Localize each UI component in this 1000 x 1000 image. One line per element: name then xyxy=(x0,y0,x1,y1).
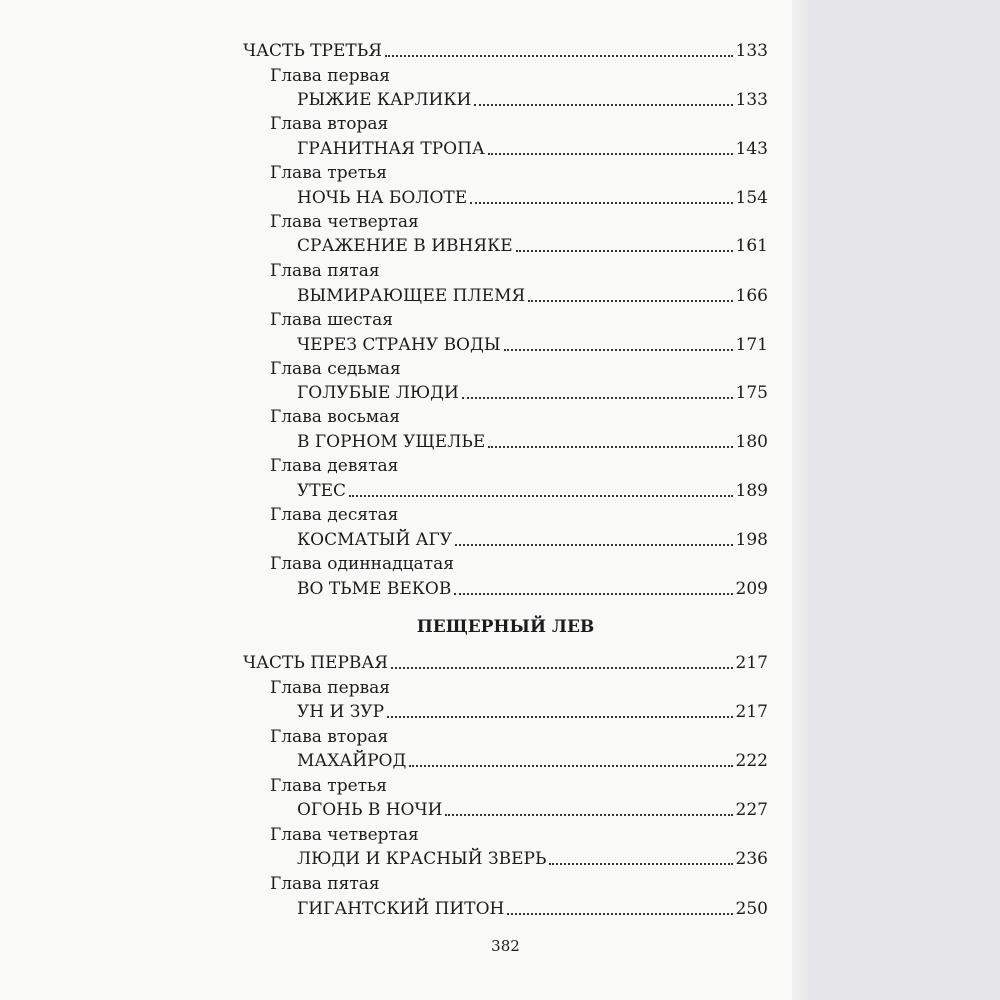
toc-entry xyxy=(297,377,768,403)
entry-title: ГРАНИТНАЯ ТРОПА xyxy=(297,139,485,159)
page-number: 209 xyxy=(735,579,768,599)
toc-part-three xyxy=(243,35,768,61)
page-folio: 382 xyxy=(491,937,520,955)
toc-entry xyxy=(297,524,768,550)
leader-dots xyxy=(470,201,732,204)
page-number: 198 xyxy=(735,530,768,550)
leader-dots xyxy=(349,494,733,497)
entry-title: ОГОНЬ В НОЧИ xyxy=(297,800,443,820)
chapter-label: Глава четвертая xyxy=(270,212,419,232)
book-heading: ПЕЩЕРНЫЙ ЛЕВ xyxy=(416,617,595,637)
page-number: 166 xyxy=(735,286,768,306)
page-number: 171 xyxy=(735,335,768,355)
leader-dots xyxy=(409,764,732,767)
toc-entry xyxy=(297,280,768,306)
toc-entry xyxy=(297,893,768,919)
entry-title: УТЕС xyxy=(297,481,347,501)
entry-title: КОСМАТЫЙ АГУ xyxy=(297,530,453,550)
entry-title: ЛЮДИ И КРАСНЫЙ ЗВЕРЬ xyxy=(297,849,547,869)
chapter-label: Глава третья xyxy=(270,776,388,796)
leader-dots xyxy=(504,348,733,351)
chapter-label: Глава девятая xyxy=(270,456,399,476)
chapter-label: Глава третья xyxy=(270,163,388,183)
toc-entry xyxy=(297,573,768,599)
toc-entry xyxy=(297,182,768,208)
leader-dots xyxy=(462,396,733,399)
part-title: ЧАСТЬ ПЕРВАЯ xyxy=(243,653,388,673)
leader-dots xyxy=(445,813,732,816)
part-title: ЧАСТЬ ТРЕТЬЯ xyxy=(243,41,382,61)
chapter-label: Глава восьмая xyxy=(270,407,400,427)
toc-entry xyxy=(297,329,768,355)
page-number: 175 xyxy=(735,383,768,403)
toc-entry xyxy=(297,475,768,501)
leader-dots xyxy=(528,299,732,302)
chapter-label: Глава вторая xyxy=(270,727,389,747)
entry-title: ГОЛУБЫЕ ЛЮДИ xyxy=(297,383,459,403)
chapter-label: Глава первая xyxy=(270,66,391,86)
leader-dots xyxy=(488,445,732,448)
toc-entry xyxy=(297,745,768,771)
entry-title: ЧЕРЕЗ СТРАНУ ВОДЫ xyxy=(297,335,501,355)
chapter-label: Глава первая xyxy=(270,678,391,698)
page-number: 217 xyxy=(735,653,768,673)
page-number: 236 xyxy=(735,849,768,869)
toc-entry xyxy=(297,133,768,159)
page-number: 180 xyxy=(735,432,768,452)
page-number: 161 xyxy=(735,236,768,256)
page-number: 222 xyxy=(735,751,768,771)
leader-dots xyxy=(507,912,732,915)
leader-dots xyxy=(387,715,732,718)
chapter-label: Глава четвертая xyxy=(270,825,419,845)
chapter-label: Глава десятая xyxy=(270,505,399,525)
leader-dots xyxy=(454,592,732,595)
chapter-label: Глава пятая xyxy=(270,261,380,281)
entry-title: В ГОРНОМ УЩЕЛЬЕ xyxy=(297,432,486,452)
page-number: 227 xyxy=(735,800,768,820)
adjacent-page-edge xyxy=(810,0,1000,1000)
page-number: 133 xyxy=(735,41,768,61)
chapter-label: Глава шестая xyxy=(270,310,393,330)
page-number: 143 xyxy=(735,139,768,159)
page-number: 250 xyxy=(735,899,768,919)
entry-title: ВЫМИРАЮЩЕЕ ПЛЕМЯ xyxy=(297,286,526,306)
toc-entry xyxy=(297,696,768,722)
entry-title: ВО ТЬМЕ ВЕКОВ xyxy=(297,579,452,599)
entry-title: СРАЖЕНИЕ В ИВНЯКЕ xyxy=(297,236,513,256)
leader-dots xyxy=(474,103,732,106)
leader-dots xyxy=(385,54,733,57)
entry-title: МАХАЙРОД xyxy=(297,751,407,771)
entry-title: ГИГАНТСКИЙ ПИТОН xyxy=(297,899,505,919)
entry-title: УН И ЗУР xyxy=(297,702,385,722)
leader-dots xyxy=(391,666,733,669)
toc-entry xyxy=(297,843,768,869)
page-number: 217 xyxy=(735,702,768,722)
toc-part-one xyxy=(243,647,768,673)
page-number: 133 xyxy=(735,90,768,110)
leader-dots xyxy=(516,249,733,252)
leader-dots xyxy=(488,152,733,155)
chapter-label: Глава вторая xyxy=(270,114,389,134)
entry-title: НОЧЬ НА БОЛОТЕ xyxy=(297,188,468,208)
leader-dots xyxy=(455,543,732,546)
page-number: 154 xyxy=(735,188,768,208)
toc-entry xyxy=(297,426,768,452)
chapter-label: Глава пятая xyxy=(270,874,380,894)
toc-entry xyxy=(297,230,768,256)
toc-entry xyxy=(297,84,768,110)
chapter-label: Глава седьмая xyxy=(270,359,401,379)
chapter-label: Глава одиннадцатая xyxy=(270,554,454,574)
toc-entry xyxy=(297,794,768,820)
entry-title: РЫЖИЕ КАРЛИКИ xyxy=(297,90,472,110)
page-number: 189 xyxy=(735,481,768,501)
leader-dots xyxy=(549,862,732,865)
